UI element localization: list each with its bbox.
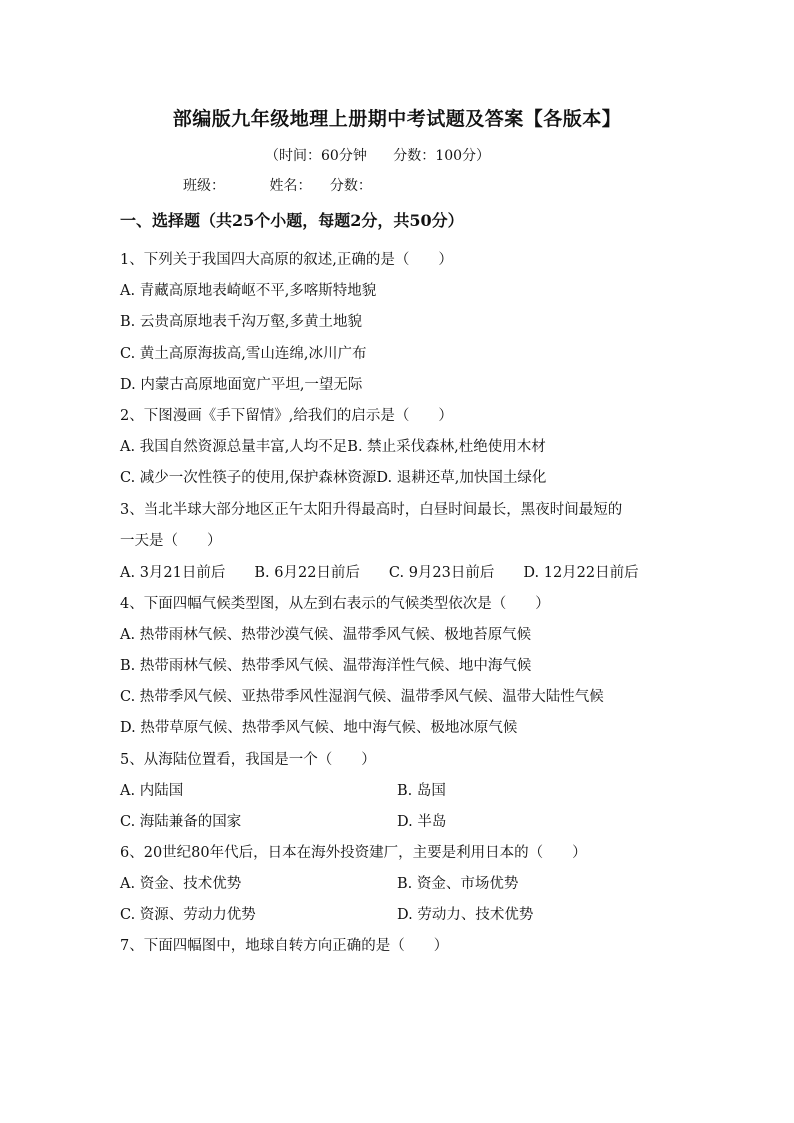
question-5-stem: 5、从海陆位置看，我国是一个（ ） (120, 752, 376, 768)
question-5-option-c: C. 海陆兼备的国家 (120, 814, 242, 830)
question-6-option-a: A. 资金、技术优势 (120, 876, 242, 892)
question-4-option-a: A. 热带雨林气候、热带沙漠气候、温带季风气候、极地苔原气候 (120, 627, 532, 643)
question-3-stem-line1: 3、当北半球大部分地区正午太阳升得最高时，白昼时间最长，黑夜时间最短的 (120, 502, 623, 518)
question-1-option-a: A. 青藏高原地表崎岖不平,多喀斯特地貌 (120, 283, 377, 299)
question-2-stem: 2、下图漫画《手下留情》,给我们的启示是（ ） (120, 408, 453, 424)
section-heading: 一、选择题（共25个小题，每题2分，共50分） (120, 211, 464, 230)
student-info (183, 175, 390, 195)
question-4-option-d: D. 热带草原气候、热带季风气候、地中海气候、极地冰原气候 (120, 720, 518, 736)
question-1-option-b: B. 云贵高原地表千沟万壑,多黄土地貌 (120, 314, 362, 330)
question-6-option-c: C. 资源、劳动力优势 (120, 907, 256, 923)
question-3-options: A. 3月21日前后 B. 6月22日前后 C. 9月23日前后 D. 12月22日前后 (120, 565, 639, 581)
question-4-option-c: C. 热带季风气候、亚热带季风性湿润气候、温带季风气候、温带大陆性气候 (120, 689, 604, 705)
question-1-stem: 1、下列关于我国四大高原的叙述,正确的是（ ） (120, 252, 453, 268)
question-2-options-cd: C. 减少一次性筷子的使用,保护森林资源D. 退耕还草,加快国土绿化 (120, 470, 547, 486)
class-label: 班级： (183, 178, 225, 194)
question-6-stem: 6、20世纪80年代后，日本在海外投资建厂，主要是利用日本的（ ） (120, 845, 587, 861)
exam-time: （时间：60分钟 (265, 148, 367, 164)
points-label: 分数： (329, 178, 372, 194)
question-2-options-ab: A. 我国自然资源总量丰富,人均不足B. 禁止采伐森林,杜绝使用木材 (120, 439, 546, 455)
name-label: 姓名： (269, 178, 312, 194)
question-6-option-d: D. 劳动力、技术优势 (397, 907, 534, 923)
question-5-option-b: B. 岛国 (397, 783, 446, 799)
question-5-option-a: A. 内陆国 (120, 783, 184, 799)
question-4-option-b: B. 热带雨林气候、热带季风气候、温带海洋性气候、地中海气候 (120, 658, 532, 674)
question-6-option-b: B. 资金、市场优势 (397, 876, 519, 892)
question-4-stem: 4、下面四幅气候类型图，从左到右表示的气候类型依次是（ ） (120, 596, 550, 612)
question-5-option-d: D. 半岛 (397, 814, 447, 830)
exam-info (265, 145, 512, 165)
page-title: 部编版九年级地理上册期中考试题及答案【各版本】 (172, 108, 622, 130)
question-7-stem: 7、下面四幅图中，地球自转方向正确的是（ ） (120, 938, 449, 954)
exam-score: 分数：100分） (393, 148, 491, 164)
question-1-option-d: D. 内蒙古高原地面宽广平坦,一望无际 (120, 377, 363, 393)
question-3-stem-line2: 一天是（ ） (120, 533, 222, 549)
question-1-option-c: C. 黄土高原海拔高,雪山连绵,冰川广布 (120, 346, 367, 362)
